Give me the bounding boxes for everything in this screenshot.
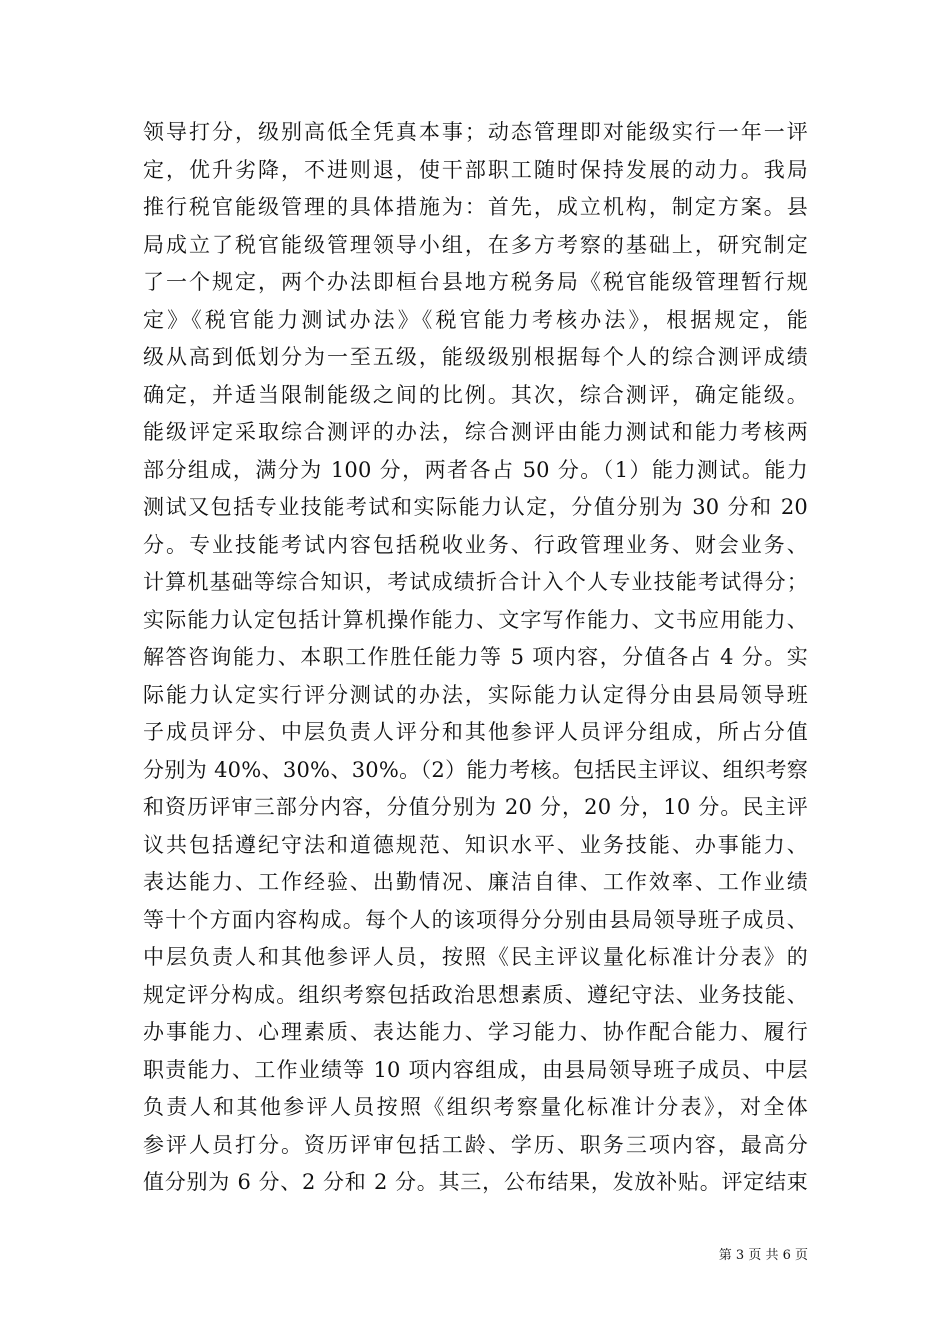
text-line: 表达能力、工作经验、出勤情况、廉洁自律、工作效率、工作业绩 (143, 870, 808, 894)
text-line: 局成立了税官能级管理领导小组，在多方考察的基础上，研究制定 (143, 232, 808, 257)
text-line: 能级评定采取综合测评的办法，综合测评由能力测试和能力考核两 (143, 420, 808, 444)
text-line: 分。专业技能考试内容包括税收业务、行政管理业务、财会业务、 (143, 532, 808, 557)
text-line: 参评人员打分。资历评审包括工龄、学历、职务三项内容，最高分 (143, 1132, 808, 1157)
page-number: 第 3 页 共 6 页 (718, 1248, 808, 1263)
text-line: 计算机基础等综合知识，考试成绩折合计入个人专业技能考试得分； (143, 570, 808, 594)
text-line: 中层负责人和其他参评人员，按照《民主评议量化标准计分表》的 (143, 945, 808, 969)
body-text (143, 114, 808, 1202)
text-line: 办事能力、心理素质、表达能力、学习能力、协作配合能力、履行 (143, 1020, 808, 1044)
text-line: 级从高到低划分为一至五级，能级级别根据每个人的综合测评成绩 (143, 345, 808, 369)
text-line: 测试又包括专业技能考试和实际能力认定，分值分别为 30 分和 20 (143, 495, 808, 519)
text-line: 领导打分，级别高低全凭真本事；动态管理即对能级实行一年一评 (143, 120, 808, 144)
text-line: 际能力认定实行评分测试的办法，实际能力认定得分由县局领导班 (143, 682, 808, 707)
text-line: 和资历评审三部分内容，分值分别为 20 分，20 分，10 分。民主评 (143, 795, 808, 819)
text-line: 规定评分构成。组织考察包括政治思想素质、遵纪守法、业务技能、 (143, 982, 808, 1007)
text-line: 议共包括遵纪守法和道德规范、知识水平、业务技能、办事能力、 (143, 832, 808, 857)
text-line: 解答咨询能力、本职工作胜任能力等 5 项内容，分值各占 4 分。实 (143, 645, 808, 669)
text-line: 分别为 40%、30%、30%。（2）能力考核。包括民主评议、组织考察 (143, 757, 808, 782)
text-line: 了一个规定，两个办法即桓台县地方税务局《税官能级管理暂行规 (143, 270, 808, 294)
text-line: 子成员评分、中层负责人评分和其他参评人员评分组成，所占分值 (143, 720, 808, 744)
text-line: 负责人和其他参评人员按照《组织考察量化标准计分表》，对全体 (143, 1095, 808, 1119)
text-line: 推行税官能级管理的具体措施为：首先，成立机构，制定方案。县 (143, 195, 808, 219)
text-line: 定，优升劣降，不进则退，使干部职工随时保持发展的动力。我局 (143, 157, 808, 182)
text-line: 定》《税官能力测试办法》《税官能力考核办法》，根据规定，能 (143, 307, 808, 332)
text-line: 值分别为 6 分、2 分和 2 分。其三，公布结果，发放补贴。评定结束 (143, 1170, 808, 1194)
text-line: 等十个方面内容构成。每个人的该项得分分别由县局领导班子成员、 (143, 907, 808, 932)
text-line: 职责能力、工作业绩等 10 项内容组成，由县局领导班子成员、中层 (143, 1057, 808, 1082)
text-line: 部分组成，满分为 100 分，两者各占 50 分。（1）能力测试。能力 (143, 457, 808, 482)
text-line: 确定，并适当限制能级之间的比例。其次，综合测评，确定能级。 (143, 382, 808, 407)
text-line: 实际能力认定包括计算机操作能力、文字写作能力、文书应用能力、 (143, 607, 808, 632)
